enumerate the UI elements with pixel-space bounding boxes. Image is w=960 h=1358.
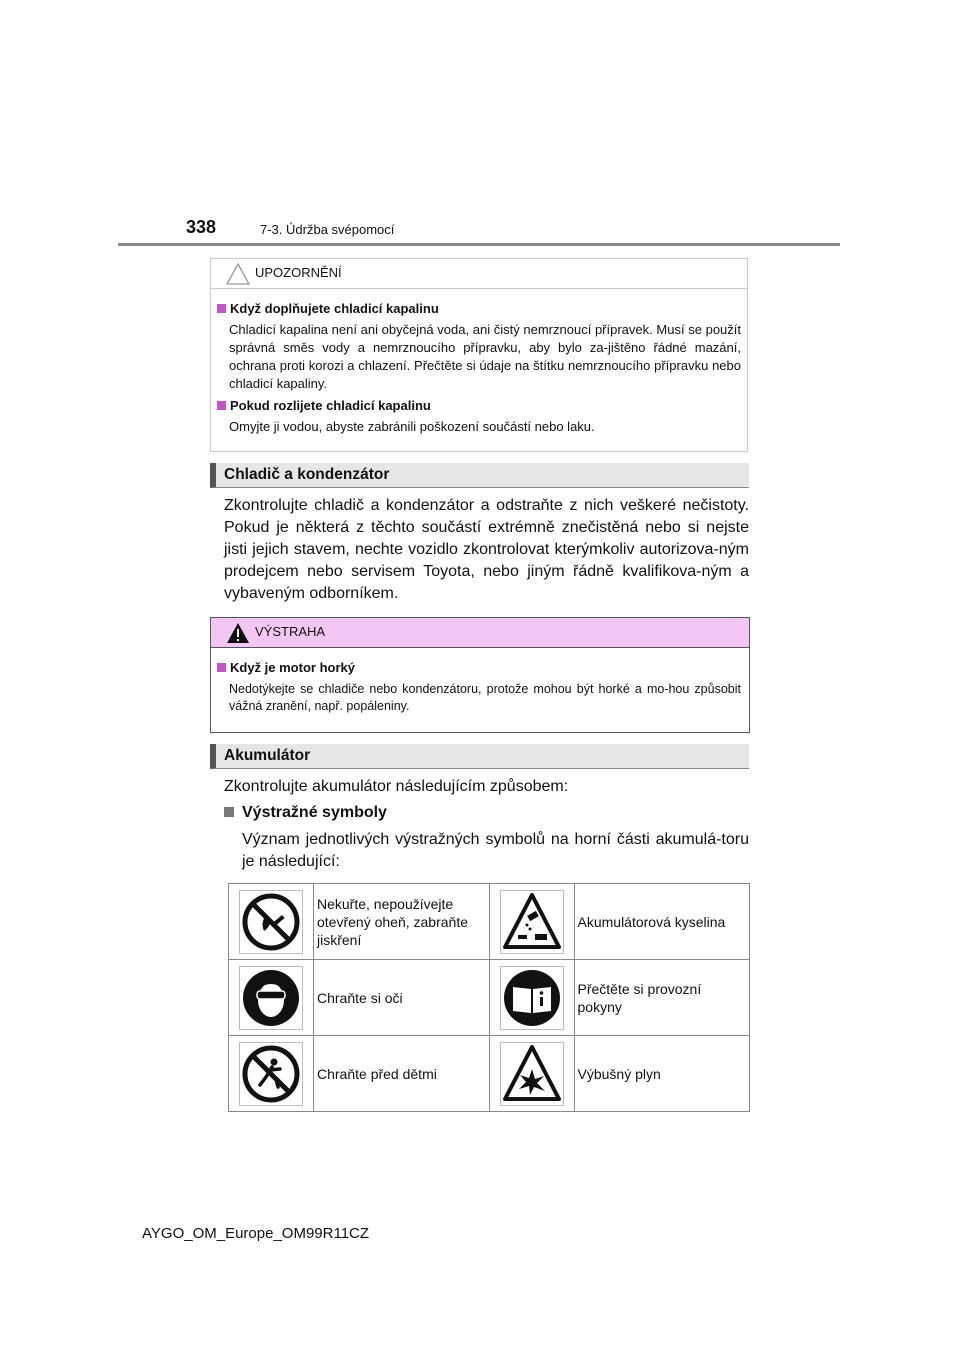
- eye-protection-icon: [239, 966, 303, 1030]
- bullet-square-icon: [217, 401, 226, 410]
- symbol-label: Chraňte před dětmi: [314, 1036, 490, 1112]
- bullet-square-icon: [217, 663, 226, 672]
- explosive-gas-icon: [500, 1042, 564, 1106]
- icon-cell: [489, 1036, 574, 1112]
- keep-children-away-icon: [239, 1042, 303, 1106]
- symbol-label: Chraňte si oči: [314, 960, 490, 1036]
- caution-box: [210, 258, 748, 452]
- sub-heading: Výstražné symboly: [224, 804, 387, 822]
- caution-item-heading: Když doplňujete chladicí kapalinu: [217, 301, 439, 316]
- read-manual-icon: [500, 966, 564, 1030]
- section-bar-battery: [210, 744, 749, 769]
- battery-acid-icon: [500, 890, 564, 954]
- warning-title: VÝSTRAHA: [255, 624, 326, 639]
- symbol-label: Výbušný plyn: [574, 1036, 750, 1112]
- caution-item-body: Omyjte ji vodou, abyste zabránili poškození součástí nebo laku.: [229, 419, 595, 434]
- symbol-label: Nekuřte, nepoužívejte otevřený oheň, zabraňte jiskření: [314, 884, 490, 960]
- warning-header: [211, 618, 749, 648]
- page-number: 338: [186, 217, 217, 237]
- caution-item-body: Chladicí kapalina není ani obyčejná voda, ani čistý nemrznoucí přípravek. Musí se použít správná směs vody a nemrznoucího přípravku, aby bylo za-jištěno řádné mazání, ochrana proti korozi a chlazení. Přečtěte si údaje na štítku nemrznoucího přípravku nebo chladicí kapaliny.: [229, 322, 741, 391]
- battery-intro: Zkontrolujte akumulátor následujícím způsobem:: [224, 778, 569, 795]
- symbol-label: Přečtěte si provozní pokyny: [574, 960, 750, 1036]
- battery-sub-text: Význam jednotlivých výstražných symbolů na horní části akumulá-toru je následující:: [242, 831, 749, 870]
- bullet-square-icon: [217, 304, 226, 313]
- icon-cell: [229, 1036, 314, 1112]
- icon-cell: [489, 884, 574, 960]
- radiator-text: Zkontrolujte chladič a kondenzátor a odstraňte z nich veškeré nečistoty. Pokud je některá z těchto součástí extrémně znečistěná nebo si nejste jisti jejich stavem, nechte vozidlo zkontrolovat kterýmkoliv autorizova-ným prodejcem nebo servisem Toyota, nebo jiným řádně kvalifikova-ným a vybaveným odborníkem.: [224, 497, 749, 602]
- warning-triangle-icon: [225, 621, 251, 645]
- table-row: [229, 960, 750, 1036]
- warning-item-heading: Když je motor horký: [217, 660, 355, 675]
- table-row: [229, 1036, 750, 1112]
- section-title: 7-3. Údržba svépomocí: [260, 222, 395, 237]
- icon-cell: [229, 960, 314, 1036]
- warning-item-body: Nedotýkejte se chladiče nebo kondenzátoru, protože mohou být horké a mo-hou způsobit vážná zranění, např. popáleniny.: [229, 682, 741, 713]
- caution-item-heading: Pokud rozlijete chladicí kapalinu: [217, 398, 431, 413]
- no-smoking-no-flame-icon: [239, 890, 303, 954]
- symbol-label: Akumulátorová kyselina: [574, 884, 750, 960]
- table-row: [229, 884, 750, 960]
- radiator-heading: Chladič a kondenzátor: [224, 466, 390, 483]
- bullet-square-icon: [224, 807, 234, 817]
- section-bar-radiator: [210, 463, 749, 488]
- footer-doc-id: AYGO_OM_Europe_OM99R11CZ: [142, 1225, 370, 1242]
- caution-header: [211, 259, 747, 289]
- warning-symbols-table: [228, 883, 750, 1112]
- caution-title: UPOZORNĚNÍ: [255, 265, 342, 280]
- warning-box: [210, 617, 750, 733]
- header-rule: [118, 243, 840, 246]
- icon-cell: [229, 884, 314, 960]
- icon-cell: [489, 960, 574, 1036]
- battery-heading: Akumulátor: [224, 747, 311, 764]
- caution-triangle-icon: [225, 262, 251, 286]
